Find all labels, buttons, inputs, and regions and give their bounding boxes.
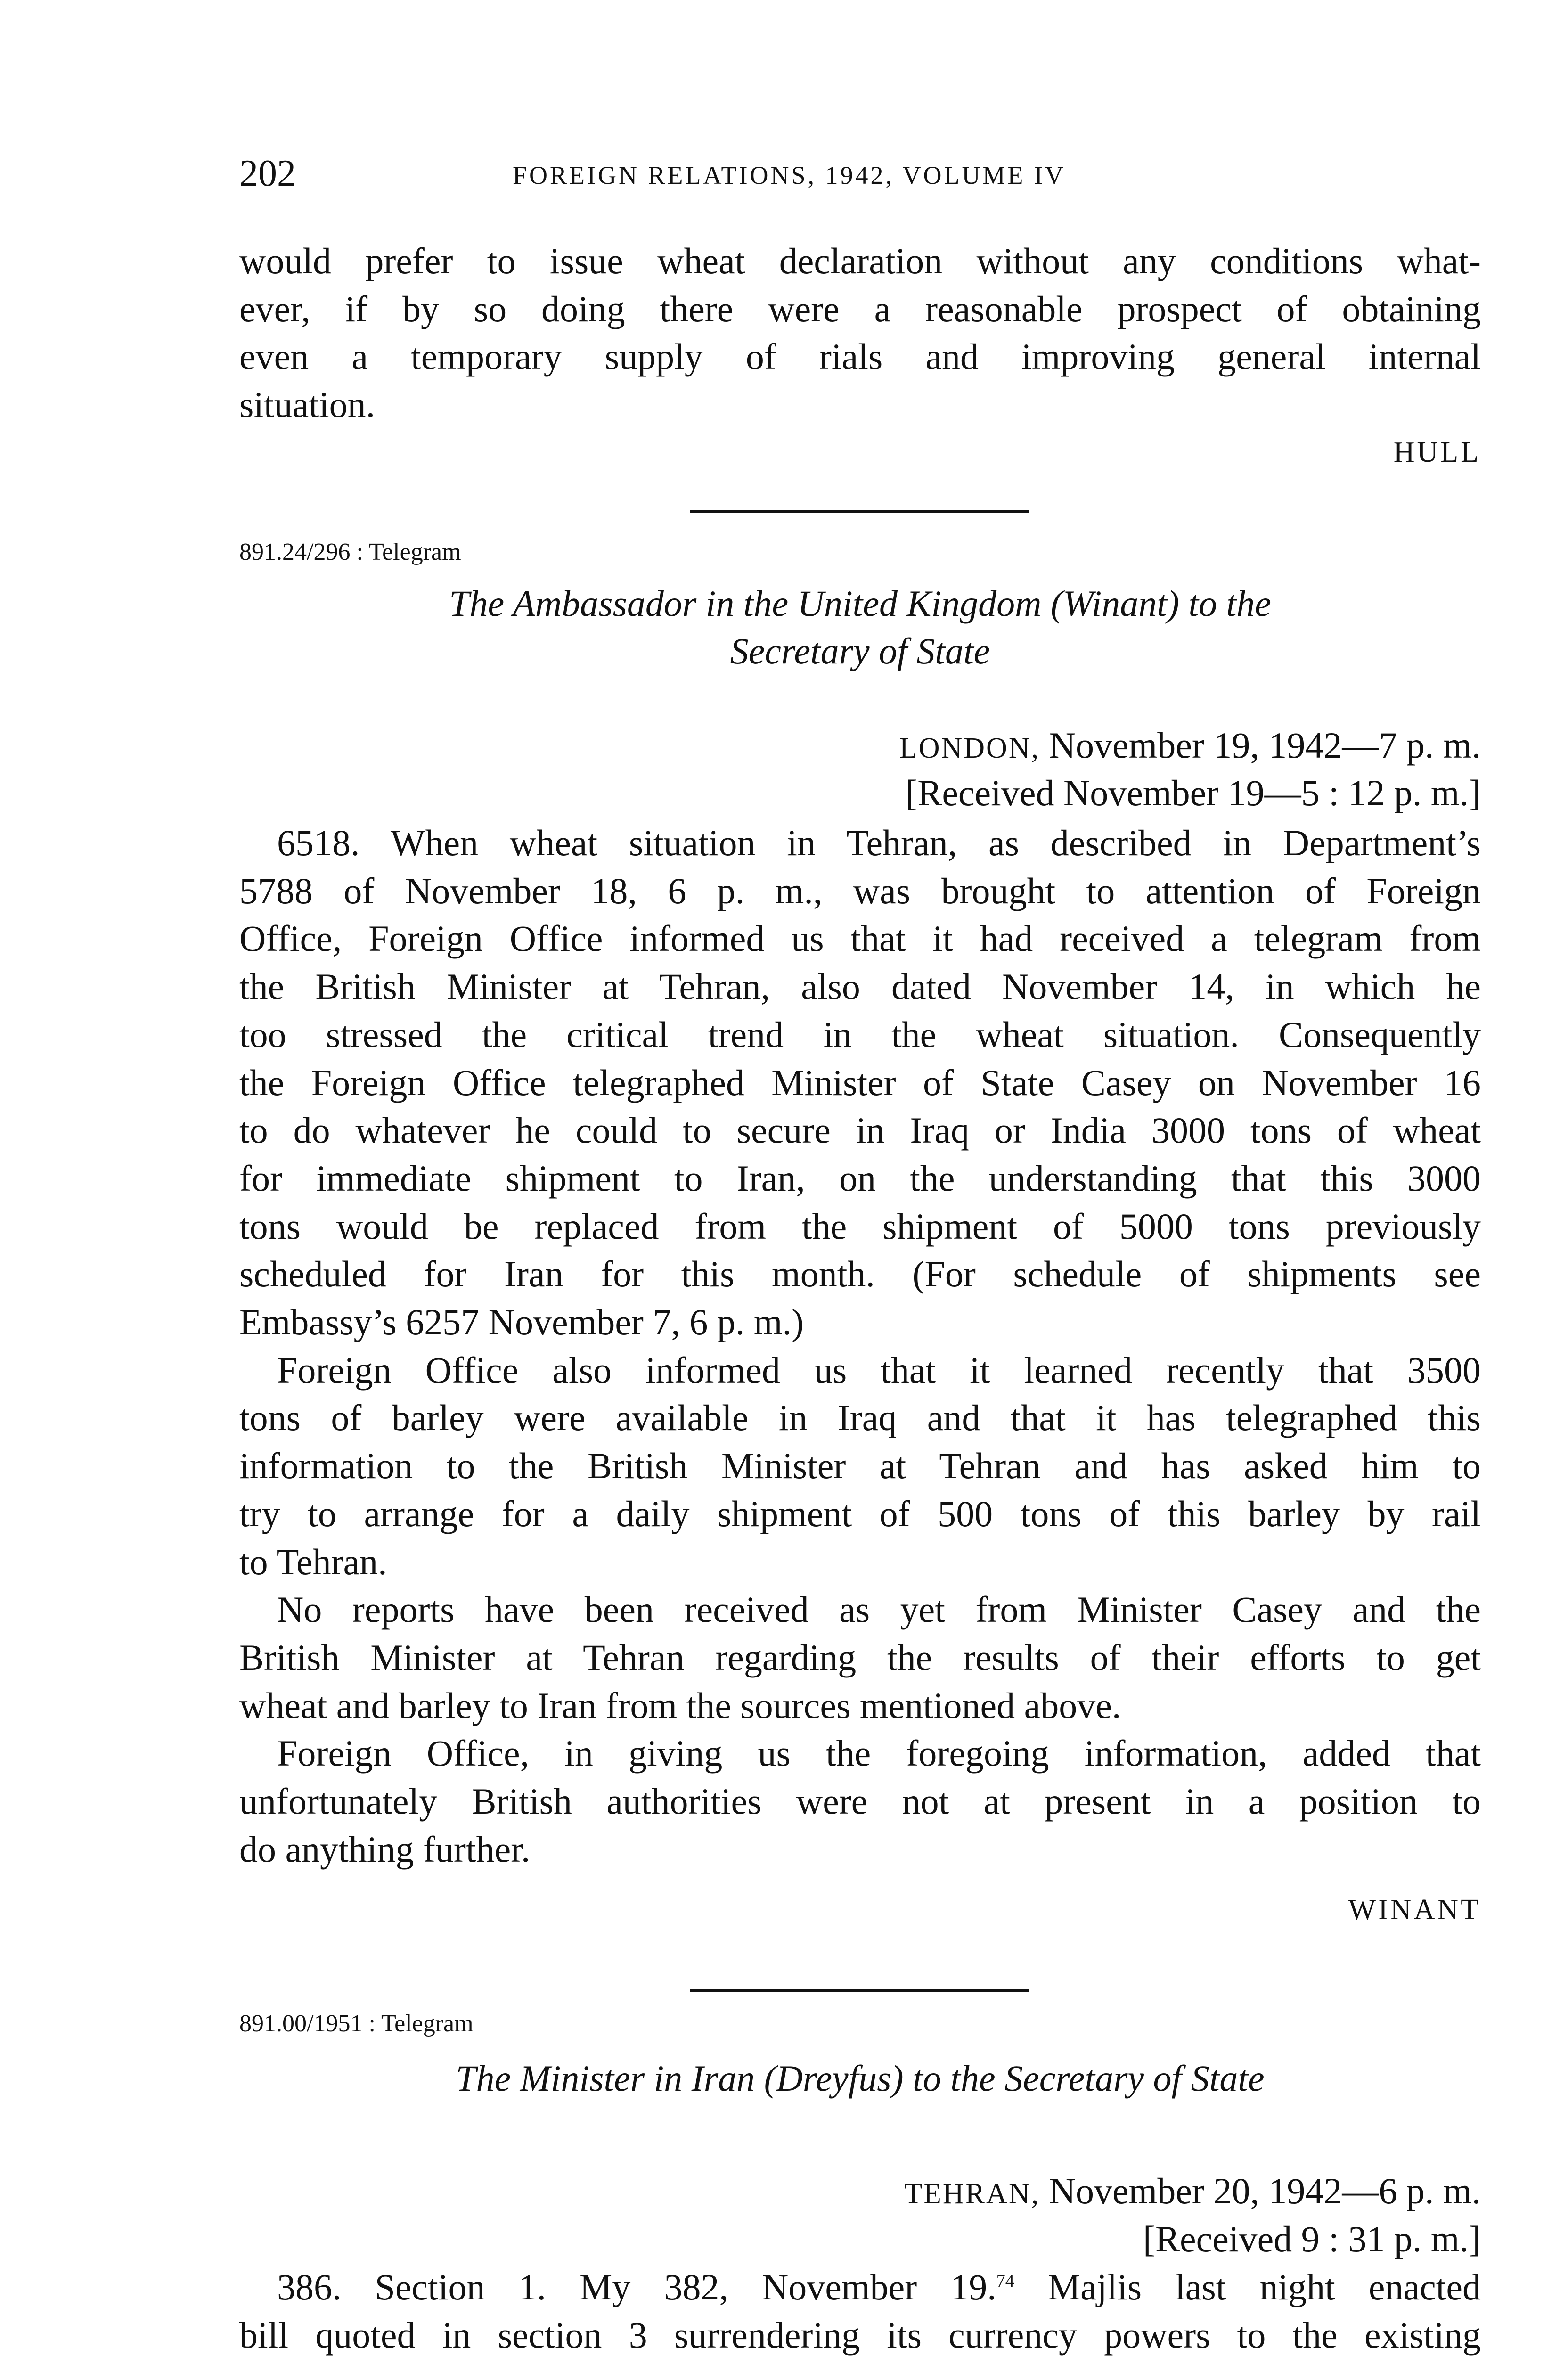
text-line: for immediate shipment to Iran, on the understanding that this 3000	[239, 1157, 1481, 1199]
text-line: scheduled for Iran for this month. (For schedule of shipments see	[239, 1253, 1481, 1295]
dateline-place: TEHRAN,	[904, 2178, 1040, 2210]
running-header	[239, 150, 1493, 211]
paragraph	[239, 819, 1481, 1346]
dateline-date: November 20, 1942—6 p. m.	[1040, 2170, 1481, 2211]
text-line: ever, if by so doing there were a reasonable prospect of obtaining	[239, 288, 1481, 329]
received-note: [Received 9 : 31 p. m.]	[1143, 2218, 1481, 2259]
file-reference: 891.00/1951 : Telegram	[239, 2010, 474, 2037]
dateline-place: LONDON,	[899, 732, 1040, 764]
text-line: too stressed the critical trend in the wheat situation. Consequently	[239, 1014, 1481, 1055]
text-line: information to the British Minister at Tehran and has asked him to	[239, 1445, 1481, 1487]
heading-line: Secretary of State	[730, 630, 990, 671]
text-line: No reports have been received as yet from Minister Casey and the	[277, 1589, 1481, 1630]
signature-hull: HULL	[1393, 436, 1481, 468]
text-line: Embassy’s 6257 November 7, 6 p. m.)	[239, 1301, 804, 1343]
telegram-body	[239, 819, 1481, 1873]
received-note: [Received November 19—5 : 12 p. m.]	[905, 772, 1481, 813]
text-line: try to arrange for a daily shipment of 500 tons of this barley by rail	[239, 1493, 1481, 1534]
text-line: would prefer to issue wheat declaration without any conditions what-	[239, 240, 1481, 281]
text-line: to Tehran.	[239, 1541, 387, 1582]
text-line: to do whatever he could to secure in Iraq or India 3000 tons of wheat	[239, 1110, 1481, 1151]
text-line: even a temporary supply of rials and improving general internal	[239, 336, 1481, 377]
text-line: Office, Foreign Office informed us that it had received a telegram from	[239, 918, 1481, 959]
telegram-body	[239, 2263, 1481, 2356]
text-line	[239, 2263, 1481, 2311]
text-line: the British Minister at Tehran, also dated November 14, in which he	[239, 966, 1481, 1007]
running-title: FOREIGN RELATIONS, 1942, VOLUME IV	[513, 161, 1066, 189]
text-segment: 386. Section 1. My 382, November 19.	[277, 2266, 996, 2307]
text-line: 6518. When wheat situation in Tehran, as described in Department’s	[277, 822, 1481, 863]
heading-line: The Ambassador in the United Kingdom (Winant) to the	[449, 583, 1271, 624]
text-line: Foreign Office also informed us that it learned recently that 3500	[277, 1349, 1481, 1391]
document-heading	[239, 580, 1481, 675]
footnote-reference: 74	[996, 2271, 1014, 2291]
section-divider	[690, 510, 1029, 513]
continuation-paragraph	[239, 237, 1481, 429]
paragraph	[239, 1729, 1481, 1873]
text-line: the Foreign Office telegraphed Minister of State Casey on November 16	[239, 1062, 1481, 1103]
dateline-date: November 19, 1942—7 p. m.	[1040, 725, 1481, 766]
text-line: Foreign Office, in giving us the foregoing information, added that	[277, 1733, 1481, 1774]
document-heading: The Minister in Iran (Dreyfus) to the Secretary of State	[456, 2058, 1265, 2099]
text-line: unfortunately British authorities were not at present in a position to	[239, 1781, 1481, 1822]
paragraph	[239, 1586, 1481, 1729]
text-line: wheat and barley to Iran from the sources mentioned above.	[239, 1685, 1121, 1726]
text-line: situation.	[239, 384, 376, 425]
section-divider	[690, 1989, 1029, 1992]
dateline	[899, 722, 1481, 772]
dateline	[904, 2168, 1481, 2217]
paragraph	[239, 1346, 1481, 1586]
signature-winant: WINANT	[1348, 1894, 1481, 1926]
text-segment: Majlis last night enacted	[1014, 2266, 1481, 2307]
text-line: bill quoted in section 3 surrendering its currency powers to the existing	[239, 2314, 1481, 2356]
text-line: tons of barley were available in Iraq and that it has telegraphed this	[239, 1397, 1481, 1439]
file-reference: 891.24/296 : Telegram	[239, 539, 461, 565]
text-line: British Minister at Tehran regarding the results of their efforts to get	[239, 1636, 1481, 1678]
text-line: 5788 of November 18, 6 p. m., was brought to attention of Foreign	[239, 870, 1481, 911]
page-number: 202	[239, 153, 296, 194]
text-line: do anything further.	[239, 1828, 531, 1870]
text-line: tons would be replaced from the shipment of 5000 tons previously	[239, 1205, 1481, 1247]
